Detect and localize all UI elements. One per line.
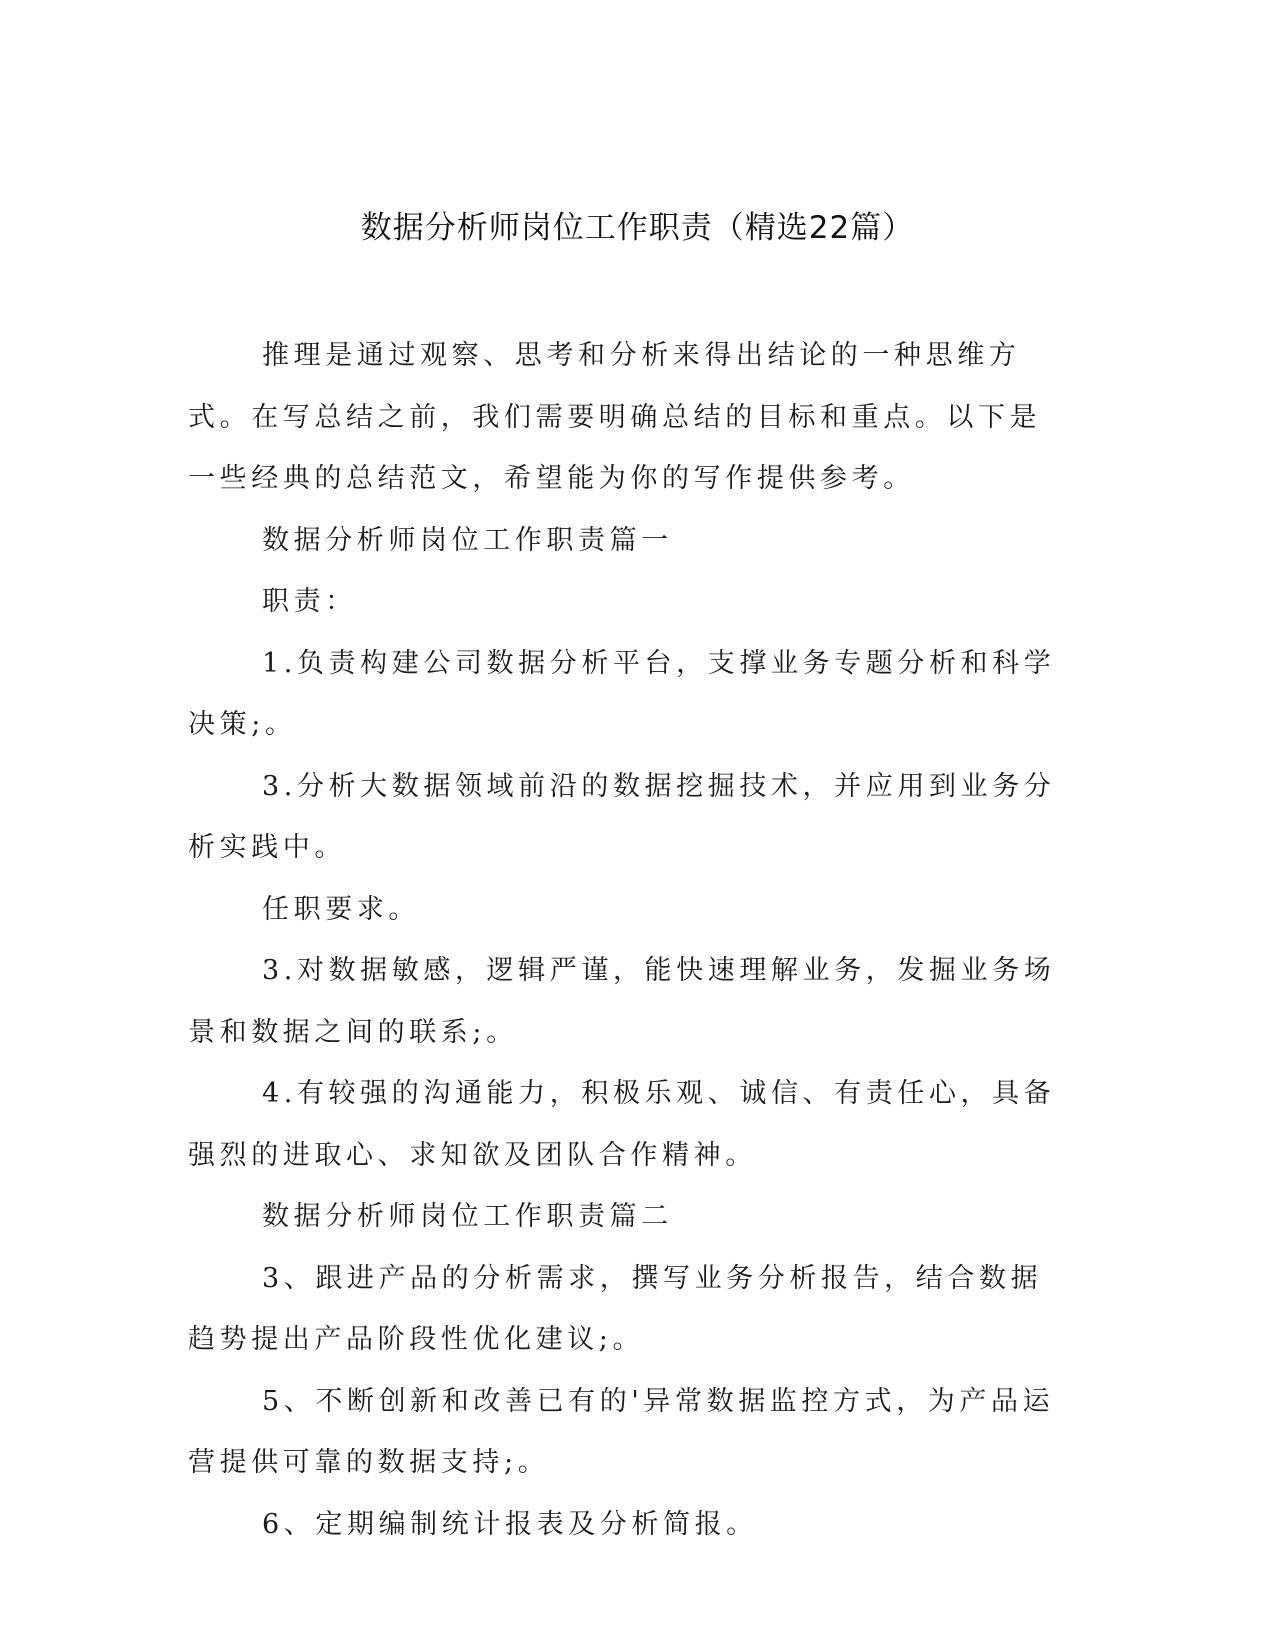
paragraph-requirements-label: 任职要求。 — [262, 893, 420, 925]
paragraph-item-6: 6、定期编制统计报表及分析简报。 — [262, 1508, 758, 1540]
paragraph-item-5: 5、不断创新和改善已有的'异常数据监控方式，为产品运营提供可靠的数据支持;。 — [188, 1385, 1055, 1478]
paragraph-duty-3: 3.分析大数据领域前沿的数据挖掘技术，并应用到业务分析实践中。 — [188, 770, 1056, 863]
section-heading-1: 数据分析师岗位工作职责篇一 — [262, 524, 673, 556]
document-title: 数据分析师岗位工作职责（精选22篇） — [360, 210, 915, 246]
paragraph-item-3: 3、跟进产品的分析需求，撰写业务分析报告，结合数据趋势提出产品阶段性优化建议;。 — [188, 1262, 1043, 1355]
document-body — [188, 325, 1068, 1555]
paragraph-requirement-4: 4.有较强的沟通能力，积极乐观、诚信、有责任心，具备强烈的进取心、求知欲及团队合作精神。 — [188, 1078, 1056, 1171]
paragraph-requirement-3: 3.对数据敏感，逻辑严谨，能快速理解业务，发掘业务场景和数据之间的联系;。 — [188, 955, 1056, 1048]
intro-paragraph: 推理是通过观察、思考和分析来得出结论的一种思维方式。在写总结之前，我们需要明确总结的目标和重点。以下是一些经典的总结范文，希望能为你的写作提供参考。 — [188, 340, 1042, 494]
paragraph-duty-1: 1.负责构建公司数据分析平台，支撑业务专题分析和科学决策;。 — [188, 647, 1056, 740]
section-heading-2: 数据分析师岗位工作职责篇二 — [262, 1201, 673, 1232]
paragraph-responsibilities-label: 职责： — [262, 586, 357, 617]
